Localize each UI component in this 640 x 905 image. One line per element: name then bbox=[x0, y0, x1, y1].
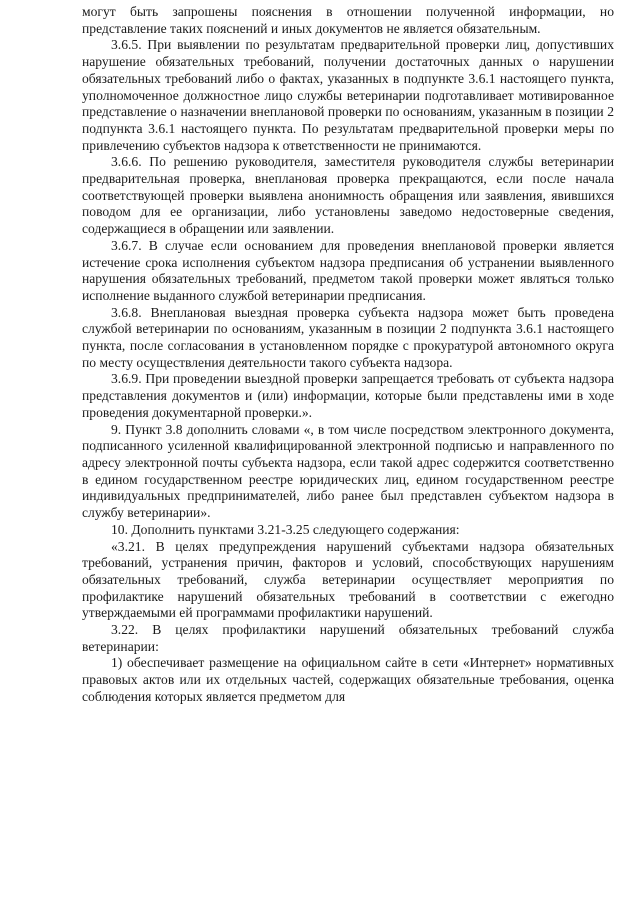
paragraph-3-22-1: 1) обеспечивает размещение на официальном сайте в сети «Интернет» нормативных правовых актов или их отдельных частей, содержащих обязательные требования, оценка соблюдения которых является предметом для bbox=[82, 655, 614, 704]
paragraph-3-6-7: 3.6.7. В случае если основанием для проведения внеплановой проверки является истечение срока исполнения субъектом надзора предписания об устранении выявленного нарушения обязательных требований, предметом такой проверки может являться только исполнение выданного службой ветеринарии предписания. bbox=[82, 237, 614, 303]
paragraph-3-22: 3.22. В целях профилактики нарушений обязательных требований служба ветеринарии: bbox=[82, 622, 614, 654]
paragraph-3-6-6: 3.6.6. По решению руководителя, заместителя руководителя службы ветеринарии предварительная проверка, внеплановая проверка прекращаются, если после начала соответствующей проверки выявлена анонимность обращения или заявления, явившихся поводом для ее организации, либо установлены заведомо недостоверные сведения, содержащиеся в обращении или заявлении. bbox=[82, 154, 614, 237]
document-body bbox=[82, 4, 614, 706]
paragraph-3-6-8: 3.6.8. Внеплановая выездная проверка субъекта надзора может быть проведена службой ветеринарии по основаниям, указанным в позиции 2 подпункта 3.6.1 настоящего пункта, после согласования в установленном порядке с прокуратурой автономного округа по месту осуществления деятельности такого субъекта надзора. bbox=[82, 304, 614, 370]
paragraph-continuation: могут быть запрошены пояснения в отношении полученной информации, но представление таких пояснений и иных документов не является обязательным. bbox=[82, 4, 614, 36]
paragraph-item-9: 9. Пункт 3.8 дополнить словами «, в том числе посредством электронного документа, подписанного усиленной квалифицированной электронной подписью и направленного по адресу электронной почты субъекта надзора, если такой адрес содержится соответственно в едином государственном реестре юридических лиц, едином государственном реестре индивидуальных предпринимателей, либо ранее был представлен субъектом надзора в службу ветеринарии». bbox=[82, 421, 614, 521]
paragraph-3-6-5: 3.6.5. При выявлении по результатам предварительной проверки лиц, допустивших нарушение обязательных требований, получении достаточных данных о нарушении обязательных требований либо о фактах, указанных в подпункте 3.6.1 настоящего пункта, уполномоченное должностное лицо службы ветеринарии подготавливает мотивированное представление о назначении внеплановой проверки по основаниям, указанным в позиции 2 подпункта 3.6.1 настоящего пункта. По результатам предварительной проверки меры по привлечению субъектов надзора к ответственности не принимаются. bbox=[82, 37, 614, 153]
paragraph-3-21: «3.21. В целях предупреждения нарушений субъектами надзора обязательных требований, устранения причин, факторов и условий, способствующих нарушениям обязательных требований, служба ветеринарии осуществляет мероприятия по профилактике нарушений обязательных требований в соответствии с ежегодно утверждаемыми ей программами профилактики нарушений. bbox=[82, 538, 614, 621]
paragraph-item-10: 10. Дополнить пунктами 3.21-3.25 следующего содержания: bbox=[111, 521, 460, 537]
paragraph-3-6-9: 3.6.9. При проведении выездной проверки запрещается требовать от субъекта надзора представления документов и (или) информации, которые были представлены ими в ходе проведения документарной проверки.». bbox=[82, 371, 614, 420]
